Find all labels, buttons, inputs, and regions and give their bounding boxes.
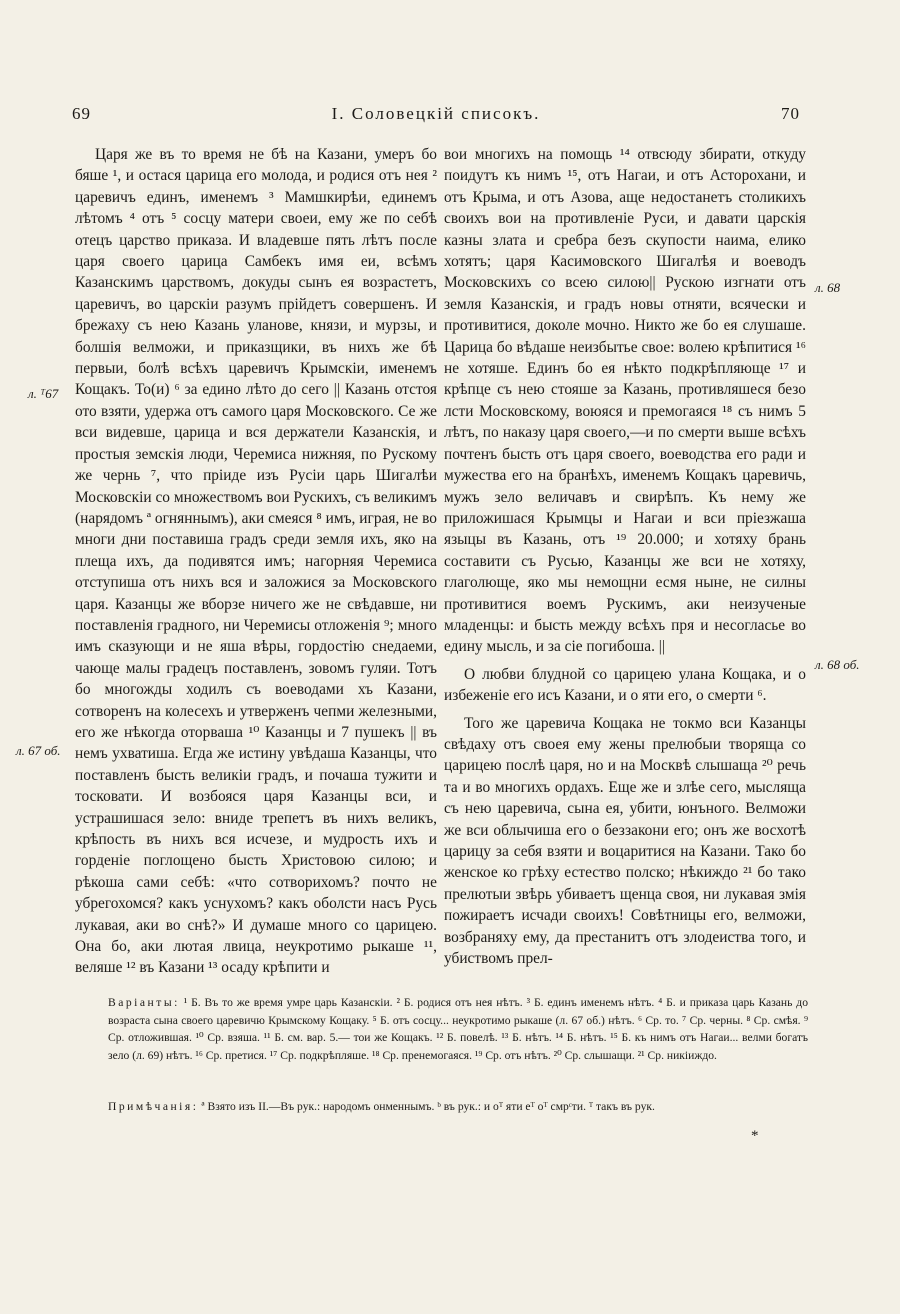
margin-folio-note: л. 68 об.: [815, 657, 860, 672]
right-column-paragraph-2: Того же царевича Кощака не токмо вси Казанцы свѣдаху отъ своея ему жены прелюбыи творяща со царицею послѣ царя, но и на Москвѣ слышаща ²⁰ речь та и во многихъ ордахъ. Еще же и злѣе сего, мысляща съ нею царевича, сына ея, убити, юнъного. Велможи же вси облычиша его о беззакони его; онъ же восхотѣ царицу за себя взяти и воцаритися на Казани. Тако бо женское ко грѣху естество полско; нѣкиждо ²¹ бо тако прелютыи звѣрь убиваетъ щенца своя, ни лукавая змія пожираетъ исчади своихъ! Совѣтницы его, велможи, возбраняху ему, да престанитъ отъ злодеиства того, и убиствомъ прел-: [444, 714, 806, 968]
chapter-heading: О любви блудной со царицею улана Кощака, и о избеженіе его исъ Казани, и о яти его, о смерти ⁶.: [444, 665, 806, 705]
left-column: [75, 144, 437, 979]
notes-label: Примѣчанія:: [108, 1100, 199, 1113]
right-column: [444, 144, 806, 969]
notes-text: ª Взято изъ II.—Въ рук.: народомъ онменнымъ. ᵇ въ рук.: и оᵀ яти еᵀ оᵀ смрᶜти. ᵀ такъ въ рук.: [201, 1100, 655, 1113]
margin-folio-note: л. 67 об.: [16, 743, 61, 758]
right-column-paragraph-1: вои многихъ на помощь ¹⁴ отвсюду збирати, откуду поидутъ къ нимъ ¹⁵, отъ Нагаи, и отъ Асторохани, и отъ Крыма, и отъ Азова, аще недостанетъ столикихъ своихъ вои на противленіе Руси, и давати царскія казны злата и сребра безъ скупости наима, елико хотятъ; царя Касимовского Шигалѣя и воеводъ Московскихъ со всею силою|| Рускою изгнати отъ земля Казанскія, и градъ новы отняти, всячески и противитися, доколе мочно. Никто же бо ея слушаше. Царица бо вѣдаше неизбытье свое: волею крѣпитися ¹⁶ не хотяше. Единъ бо ея нѣкто подкрѣпляюще ¹⁷ и крѣпце съ нею стояше за Казань, противляшеся безо лсти Московскому, воюяся и премогаяся ¹⁸ съ нимъ 5 лѣтъ, по наказу царя своего,—и по смерти выше всѣхъ почтенъ бысть отъ царя своего, воеводства его ради и мужества его на бранѣхъ, именемъ Кощакъ царевичь, мужъ зело величавъ и свирѣпъ. Къ нему же приложишася Крымцы и Нагаи и вси пріезжаша языцы въ Казань, отъ ¹⁹ 20.000; и хотяху брань составити съ Русью, Казанцы же вси не хотяху, глаголюще, яко мы немощни есмя ныне, не силны противитися воемъ Рускимъ, аки неизученые младенцы: и бысть между всѣхъ пря и несогласье во едину мысль, и за сіе погибоша. ||: [444, 146, 806, 656]
variants-text: ¹ Б. Въ то же время умре царь Казанскіи. ² Б. родися отъ нея нѣтъ. ³ Б. единъ именемъ нѣтъ. ⁴ Б. и приказа царь Казань до возраста сына своего царевичю Крымскому Кощаку. ⁵ Б. отъ сосцу... неукротимо рыкаше (л. 67 об.) нѣтъ. ⁶ Ср. то. ⁷ Ср. черны. ⁸ Ср. смѣя. ⁹ Ср. отложившая. ¹⁰ Ср. взяша. ¹¹ Б. см. вар. 5.— тои же Кощакъ. ¹² Б. повелѣ. ¹³ Б. нѣтъ. ¹⁴ Б. нѣтъ. ¹⁵ Б. къ нимъ отъ Нагаи... велми богатъ зело (л. 69) нѣтъ. ¹⁶ Ср. претися. ¹⁷ Ср. подкрѣпляше. ¹⁸ Ср. пренемогаяся. ¹⁹ Ср. отъ нѣтъ. ²⁰ Ср. слышащи. ²¹ Ср. никіиждо.: [108, 996, 808, 1062]
margin-folio-note: л. 68: [815, 280, 841, 295]
notes-apparatus: [108, 1098, 808, 1116]
margin-folio-note: л. ᵀ67: [28, 386, 59, 401]
left-column-paragraph: Царя же въ то время не бѣ на Казани, умеръ бо бяше ¹, и остася царица его молода, и родися отъ нея ² царевичъ единъ, именемъ ³ Мамшкирѣи, единемъ лѣтомъ ⁴ отъ ⁵ сосцу матери своеи, ему же по себѣ отецъ царство приказа. И владевше пять лѣтъ после царя своего царица Самбекъ имя еи, всѣмъ Казанскимъ царствомъ, докуды сынъ ея возрастетъ, царевичъ, во царскіи разумъ прійдетъ совершенъ. И брежаху съ нею Казань уланове, князи, и мурзы, и болшія велможи, и приказщики, въ нихъ же бѣ первыи, болѣ всѣхъ царевичъ Крымскіи, именемъ Кощакъ. То(и) ⁶ за едино лѣто до сего || Казань отстоя ото взяти, удержа отъ самого царя Московского. Се же вси видевше, царица и вся держатели Казанскія, и простыя земскія люди, Черемиса нижняя, по Рускому же чернь ⁷, что пріиде изъ Русіи царь Шигалѣи Московскіи со множествомъ вои Рускихъ, съ великимъ (нарядомъ ª огняннымъ), аки смеяся ⁸ имъ, играя, не во многи дни поставиша градъ среди земля ихъ, яко на плеща ихъ, да подивятся имъ; нагорняя Черемиса отступиша отъ нихъ вся и заложися за Московского царя. Казанцы же вборзе ничего же не свѣдавше, ни поставленія градного, ни Черемисы отложенія ⁹; много имъ сказующи и не яша вѣры, гордостію снедаеми, чающе малы градецъ поставленъ, зовомъ гуляи. Тотъ бо многожды ходилъ съ воеводами хъ Казани, сотворенъ на колесехъ и утверженъ чепми железными, его же нѣкогда оторваша ¹⁰ Казанцы и 7 пушекъ || въ немъ ухватиша. Егда же истину увѣдаша Казанцы, что поставленъ бысть великіи градъ, и почаша тужити и тосковати. И возбояся царя Казанцы вси, и устрашишася зело: вниде трепетъ въ нихъ великъ, крѣпость въ нихъ вся исчезе, и мудрость ихъ и горденіе поглощено бысть Христовою силою; и рѣкоша сами себѣ: «что сотворихомъ? почто не убрегохомся? какъ уснухомъ? какъ оболсти насъ Русь лукавая, аки во снѣ?» И думаше много со царицею. Она бо, аки лютая лвица, неукротимо рыкаше ¹¹, веляше ¹² въ Казани ¹³ осаду крѣпити и: [75, 146, 437, 977]
variants-label: Варіанты:: [108, 996, 180, 1009]
page-header: [72, 104, 800, 128]
page-number-left: 69: [72, 104, 91, 123]
page-number-right: 70: [781, 104, 800, 123]
variants-apparatus: [108, 994, 808, 1064]
asterisk-mark: *: [751, 1128, 759, 1144]
running-title: I. Соловецкій списокъ.: [331, 104, 541, 123]
